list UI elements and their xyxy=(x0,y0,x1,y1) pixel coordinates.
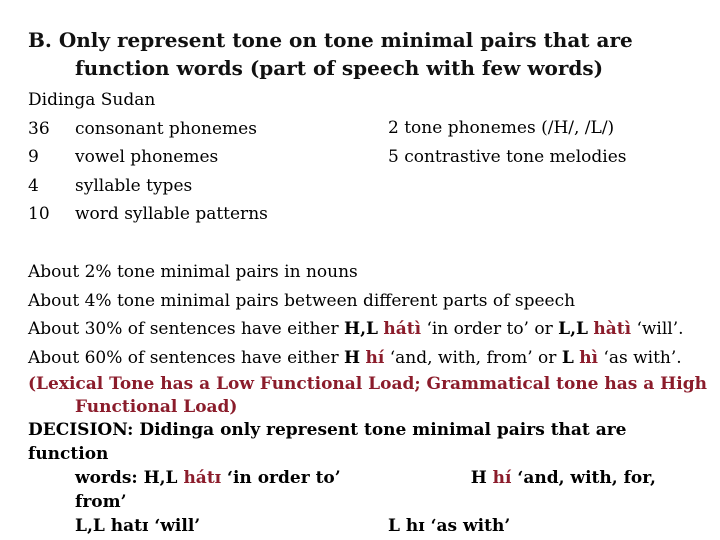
inventory-row xyxy=(28,143,219,172)
text: words: H,L xyxy=(75,468,184,488)
inventory-list xyxy=(28,86,268,229)
decision-line-4 xyxy=(28,514,708,538)
nouns-line: About 2% tone minimal pairs in nouns xyxy=(28,262,358,282)
title-line-1: B. Only represent tone on tone minimal pairs that are xyxy=(28,28,633,52)
tone-label: H xyxy=(470,468,493,488)
inventory-label: consonant phonemes xyxy=(75,118,257,139)
inventory-count: 4 xyxy=(28,175,39,196)
tone-fact: 2 tone phonemes (/H/, /L/) xyxy=(388,118,615,138)
sentences-60-line xyxy=(28,344,708,373)
inventory-label: word syllable patterns xyxy=(75,204,268,224)
inventory-label: vowel phonemes xyxy=(75,147,219,167)
slide-title xyxy=(28,26,708,82)
language-label: Didinga Sudan xyxy=(28,90,156,110)
parts-of-speech-line: About 4% tone minimal pairs between different parts of speech xyxy=(28,290,576,311)
gloss: ‘and, with, from’ or xyxy=(389,347,562,368)
inventory-count: 10 xyxy=(28,204,50,224)
gloss: ‘will’. xyxy=(636,319,684,339)
sentences-30-line xyxy=(28,315,708,344)
note-line-2: Functional Load) xyxy=(75,397,238,417)
example-word: hí xyxy=(365,347,385,368)
example-l: L hɪ ‘as with’ xyxy=(388,516,511,536)
tone-label: H xyxy=(344,347,361,368)
example-word: hátì xyxy=(383,319,422,339)
text: About 60% of sentences have either xyxy=(28,347,345,368)
note-line-1: (Lexical Tone has a Low Functional Load; Grammatical tone has a High xyxy=(28,374,707,394)
inventory-row xyxy=(28,115,257,144)
inventory-label: syllable types xyxy=(75,175,193,196)
gloss: ‘and, with, for, xyxy=(511,468,656,488)
decision-line-1: DECISION: Didinga only represent tone minimal pairs that are function xyxy=(28,420,627,464)
gloss: ‘as with’. xyxy=(603,347,682,368)
decision-line-2 xyxy=(28,466,708,490)
title-line-2: function words (part of speech with few words) xyxy=(75,56,604,80)
body-text xyxy=(28,258,708,538)
tone-label: L,L xyxy=(558,319,588,339)
gloss: ‘in order to’ xyxy=(221,468,341,488)
inventory-count: 36 xyxy=(28,118,50,139)
functional-load-note xyxy=(28,372,708,418)
example-ll: L,L hatɪ ‘will’ xyxy=(75,516,201,536)
inventory-row xyxy=(28,172,193,201)
tone-fact: 5 contrastive tone melodies xyxy=(388,146,627,167)
text: About 30% of sentences have either xyxy=(28,319,345,339)
example-word: hí xyxy=(492,468,512,488)
example-word: hátɪ xyxy=(183,468,222,488)
tone-label: L xyxy=(561,347,574,368)
decision-line-3: from’ xyxy=(75,492,127,512)
tone-label: H,L xyxy=(344,319,378,339)
gloss: ‘in order to’ or xyxy=(426,319,559,339)
decision-block xyxy=(28,418,708,538)
inventory-count: 9 xyxy=(28,147,39,167)
example-word: hì xyxy=(579,347,599,368)
example-word: hàtì xyxy=(593,319,632,339)
inventory-row xyxy=(28,200,268,229)
tone-facts xyxy=(388,114,627,171)
